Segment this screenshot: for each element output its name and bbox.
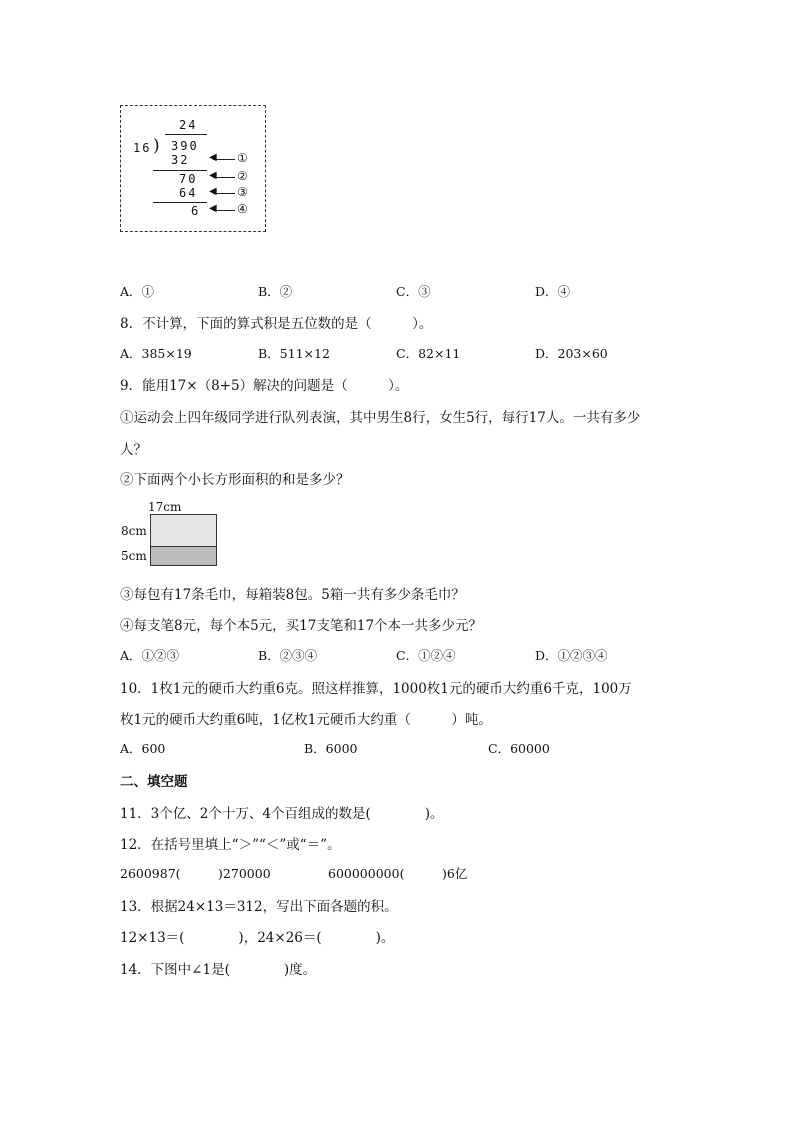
q9-item1-line1: ①运动会上四年级同学进行队列表演，其中男生8行，女生5行，每行17人。一共有多少 (120, 410, 641, 426)
q10-line1: 10．1枚1元的硬币大约重6克。照这样推算，1000枚1元的硬币大约重6千克，100万 (120, 681, 632, 697)
q9-item4: ④每支笔8元，每个本5元，买17支笔和17个本一共多少元？ (120, 618, 483, 634)
division-remainder: 6 (191, 204, 201, 218)
fig-height-label-1: 8cm (121, 524, 147, 538)
fig-rect-bottom (150, 546, 217, 566)
division-line-2 (153, 202, 207, 203)
q12-compare-b[interactable]: 600000000( )6亿 (328, 866, 468, 881)
division-line-1 (153, 170, 207, 171)
division-quotient: 24 (179, 118, 198, 132)
arrow-head-icon: ◀ (209, 203, 217, 214)
q8-question: 8．不计算，下面的算式积是五位数的是（ ）。 (120, 316, 433, 332)
q7-option-b[interactable]: B．② (258, 284, 293, 299)
marker-3: ③ (237, 185, 248, 199)
q9-option-a[interactable]: A．①②③ (120, 648, 180, 663)
q9-option-c[interactable]: C．①②④ (396, 648, 456, 663)
division-bracket: ) (153, 136, 160, 156)
q10-option-b[interactable]: B．6000 (304, 741, 358, 756)
q9-option-d[interactable]: D．①②③④ (535, 648, 608, 663)
q10-line2: 枚1元的硬币大约重6吨，1亿枚1元硬币大约重（ ）吨。 (120, 712, 492, 728)
division-divisor: 16 (133, 141, 152, 155)
division-step3: 64 (179, 186, 198, 200)
division-step2: 70 (179, 172, 198, 186)
q9-item2: ②下面两个小长方形面积的和是多少？ (120, 472, 350, 488)
q9-option-b[interactable]: B．②③④ (258, 648, 318, 663)
q12-question: 12．在括号里填上“＞”“＜”或“＝”。 (120, 837, 341, 853)
section-title-fill-blank: 二、填空题 (120, 774, 188, 790)
fig-width-label: 17cm (148, 500, 182, 514)
q8-option-c[interactable]: C．82×11 (396, 346, 461, 361)
q7-option-d[interactable]: D．④ (535, 284, 571, 299)
q7-option-c[interactable]: C．③ (396, 284, 431, 299)
q13-answers[interactable]: 12×13＝( )，24×26＝( )。 (120, 930, 395, 946)
q8-option-d[interactable]: D．203×60 (535, 346, 608, 361)
fig-height-label-2: 5cm (121, 549, 147, 563)
fig-rect-top (150, 514, 217, 547)
arrow-head-icon: ◀ (209, 186, 217, 197)
q14-question: 14．下图中∠1是( )度。 (120, 962, 317, 978)
marker-2: ② (237, 169, 248, 183)
q7-option-a[interactable]: A．① (120, 284, 155, 299)
q9-item1-line2: 人？ (120, 442, 147, 458)
q10-option-c[interactable]: C．60000 (488, 741, 550, 756)
q8-option-b[interactable]: B．511×12 (258, 346, 330, 361)
arrow-head-icon: ◀ (209, 152, 217, 163)
q12-compare-a[interactable]: 2600987( )270000 (120, 866, 271, 881)
arrow-head-icon: ◀ (209, 170, 217, 181)
division-step1: 32 (171, 153, 190, 167)
q10-option-a[interactable]: A．600 (120, 741, 166, 756)
division-dividend: 390 (171, 139, 199, 153)
division-bar (165, 134, 207, 135)
q9-item3: ③每包有17条毛巾，每箱装8包。5箱一共有多少条毛巾？ (120, 587, 465, 603)
q13-question: 13．根据24×13＝312，写出下面各题的积。 (120, 899, 398, 915)
division-figure (120, 105, 266, 232)
marker-1: ① (237, 151, 248, 165)
q8-option-a[interactable]: A．385×19 (120, 346, 192, 361)
marker-4: ④ (237, 202, 248, 216)
q11-question: 11．3个亿、2个十万、4个百组成的数是( )。 (120, 806, 444, 822)
q9-question: 9．能用17×（8+5）解决的问题是（ ）。 (120, 378, 409, 394)
